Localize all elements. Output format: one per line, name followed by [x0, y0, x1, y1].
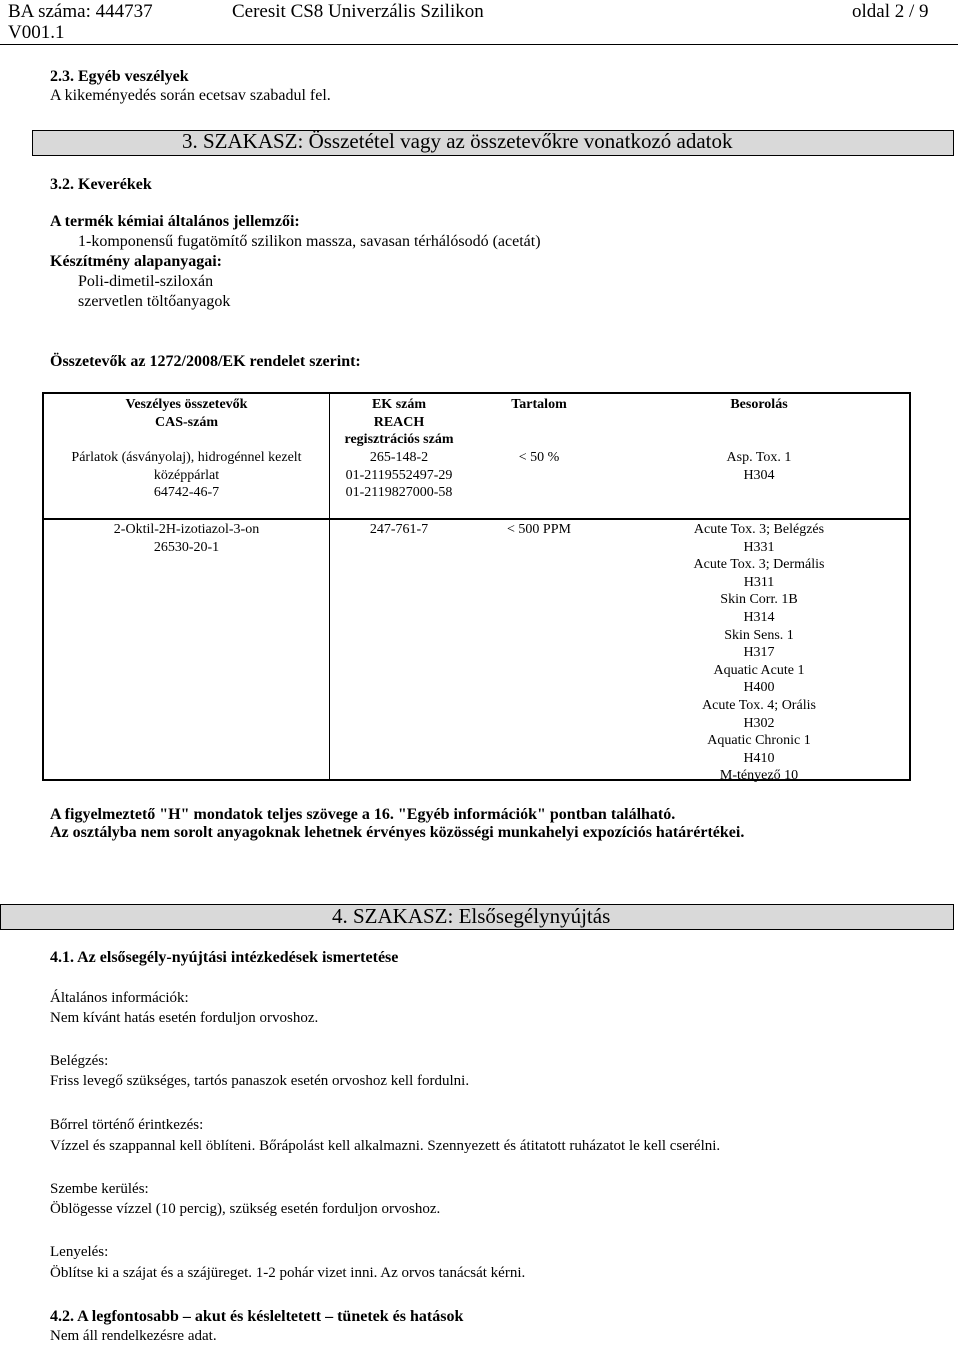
section-2-3-heading: 2.3. Egyéb veszélyek — [50, 68, 189, 85]
ingredients-label: Készítmény alapanyagai: — [50, 253, 222, 270]
header-divider — [0, 44, 958, 45]
eye-contact-text: Öblögesse vízzel (10 percig), szükség esetén forduljon orvoshoz. — [50, 1201, 441, 1217]
regulation-label: Összetevők az 1272/2008/EK rendelet szerint: — [50, 353, 361, 370]
table-row-1-classification: Asp. Tox. 1 H304 — [726, 450, 792, 483]
table-row-1-ek: 265-148-2 01-2119552497-29 01-2119827000-58 — [345, 450, 453, 501]
ingestion-label: Lenyelés: — [50, 1244, 109, 1260]
section-3-title: 3. SZAKASZ: Összetétel vagy az összetevőkre vonatkozó adatok — [182, 129, 733, 153]
section-4-1-heading: 4.1. Az elsősegély-nyújtási intézkedések ismertetése — [50, 949, 399, 966]
table-row-2-content: < 500 PPM — [507, 522, 571, 537]
page-number: oldal 2 / 9 — [852, 1, 929, 22]
ingestion-text: Öblítse ki a szájat és a szájüreget. 1-2 pohár vizet inni. Az orvos tanácsát kérni. — [50, 1265, 526, 1281]
header-cas: Veszélyes összetevők CAS-szám — [125, 397, 248, 430]
ingredient-2: szervetlen töltőanyagok — [78, 293, 231, 310]
general-info-label: Általános információk: — [50, 990, 189, 1006]
inhalation-label: Belégzés: — [50, 1053, 109, 1069]
eye-contact-label: Szembe kerülés: — [50, 1181, 149, 1197]
table-row-2-ek: 247-761-7 — [369, 522, 429, 537]
note-exposure-limits: Az osztályba nem sorolt anyagoknak lehetnek érvényes közösségi munkahelyi expozíciós határértékei. — [50, 824, 745, 841]
section-4-title: 4. SZAKASZ: Elsősegélynyújtás — [332, 904, 611, 928]
header-content: Tartalom — [511, 397, 567, 412]
chem-label: A termék kémiai általános jellemzői: — [50, 213, 300, 230]
table-row-1-content: < 50 % — [518, 450, 560, 465]
ingredient-1: Poli-dimetil-sziloxán — [78, 273, 214, 290]
version: V001.1 — [8, 22, 65, 43]
header-classification: Besorolás — [730, 397, 788, 412]
section-2-3-text: A kikeményedés során ecetsav szabadul fel. — [50, 87, 331, 104]
table-row-1-substance: Párlatok (ásványolaj), hidrogénnel kezelt középpárlat 64742-46-7 — [71, 450, 302, 501]
skin-contact-label: Bőrrel történő érintkezés: — [50, 1117, 204, 1133]
section-4-2-text: Nem áll rendelkezésre adat. — [50, 1328, 217, 1344]
table-row-2-classification: Acute Tox. 3; Belégzés H331 Acute Tox. 3; Dermális H311 Skin Corr. 1B H314 Skin Sens. 1 H317 Aquatic Acute 1 H400 Acute Tox. 4; Orális H302 Aquatic Chronic 1 H410 M-tényező 10 — [693, 522, 825, 784]
skin-contact-text: Vízzel és szappannal kell öblíteni. Bőrápolást kell alkalmazni. Szennyezett és átitatott ruházatot le kell cserélni. — [50, 1138, 721, 1154]
section-4-2-heading: 4.2. A legfontosabb – akut és késleltetett – tünetek és hatások — [50, 1308, 464, 1325]
header-ek: EK szám REACH regisztrációs szám — [344, 397, 454, 448]
mixtures-heading: 3.2. Keverékek — [50, 176, 152, 193]
ba-number: BA száma: 444737 — [8, 1, 153, 22]
note-h-statements: A figyelmeztető "H" mondatok teljes szövege a 16. "Egyéb információk" pontban található. — [50, 806, 676, 823]
composition-table — [42, 392, 911, 784]
table-row-2-substance: 2-Oktil-2H-izotiazol-3-on 26530-20-1 — [113, 522, 260, 555]
product-name: Ceresit CS8 Univerzális Szilikon — [232, 1, 484, 22]
chem-text: 1-komponensű fugatömítő szilikon massza, savasan térhálósodó (acetát) — [78, 233, 541, 250]
general-info-text: Nem kívánt hatás esetén forduljon orvoshoz. — [50, 1010, 319, 1026]
row-divider — [44, 518, 909, 520]
inhalation-text: Friss levegő szükséges, tartós panaszok esetén orvoshoz kell fordulni. — [50, 1073, 470, 1089]
